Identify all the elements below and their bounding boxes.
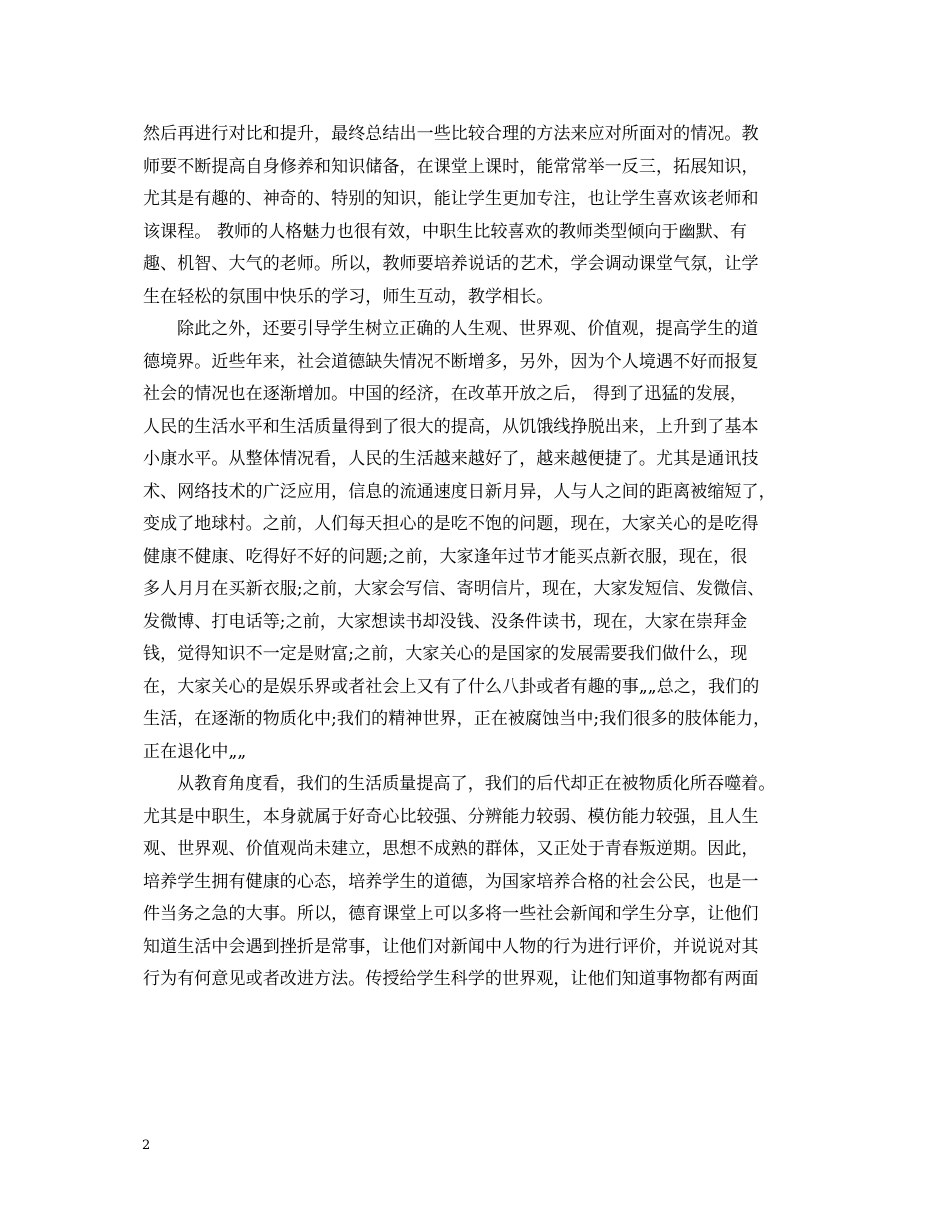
text-line: 术、网络技术的广泛应用，信息的流通速度日新月异，人与人之间的距离被缩短了，: [143, 481, 776, 502]
text-line: 件当务之急的大事。所以，德育课堂上可以多将一些社会新闻和学生分享，让他们: [143, 904, 759, 924]
text-line: 发微博、打电话等;之前，大家想读书却没钱、没条件读书，现在，大家在崇拜金: [143, 611, 748, 632]
text-line: 培养学生拥有健康的心态，培养学生的道德，为国家培养合格的社会公民，也是一: [143, 871, 759, 892]
page-number: 2: [142, 1138, 151, 1153]
text-line: 在，大家关心的是娱乐界或者社会上又有了什么八卦或者有趣的事„„总之，我们的: [143, 676, 760, 697]
text-line: 社会的情况也在逐渐增加。中国的经济，在改革开放之后， 得到了迅猛的发展，: [143, 384, 748, 404]
text-line: 然后再进行对比和提升，最终总结出一些比较合理的方法来应对所面对的情况。教: [143, 124, 759, 144]
text-line: 尤其是有趣的、神奇的、特别的知识，能让学生更加专注，也让学生喜欢该老师和: [143, 189, 759, 209]
text-line: 从教育角度看，我们的生活质量提高了，我们的后代却正在被物质化所吞噬着。: [177, 774, 776, 794]
text-line: 钱，觉得知识不一定是财富;之前，大家关心的是国家的发展需要我们做什么，现: [143, 644, 748, 664]
text-line: 趣、机智、大气的老师。所以，教师要培养说话的艺术，学会调动课堂气氛，让学: [143, 254, 759, 274]
text-line: 健康不健康、吃得好不好的问题;之前，大家逢年过节才能买点新衣服，现在，很: [143, 546, 748, 567]
text-line: 除此之外，还要引导学生树立正确的人生观、世界观、价值观，提高学生的道: [177, 319, 759, 339]
text-line: 生在轻松的氛围中快乐的学习，师生互动，教学相长。: [143, 286, 554, 307]
text-line: 该课程。 教师的人格魅力也很有效，中职生比较喜欢的教师类型倾向于幽默、有: [143, 221, 748, 242]
text-line: 生活，在逐渐的物质化中;我们的精神世界，正在被腐蚀当中;我们很多的肢体能力，: [143, 709, 771, 729]
text-line: 人民的生活水平和生活质量得到了很大的提高，从饥饿线挣脱出来，上升到了基本: [143, 416, 759, 437]
text-line: 多人月月在买新衣服;之前，大家会写信、寄明信片，现在，大家发短信、发微信、: [143, 579, 765, 599]
text-line: 师要不断提高自身修养和知识储备，在课堂上课时，能常常举一反三，拓展知识，: [143, 156, 759, 177]
body-text: [143, 118, 823, 996]
text-line: 德境界。近些年来，社会道德缺失情况不断增多，另外，因为个人境遇不好而报复: [143, 351, 759, 372]
text-line: 知道生活中会遇到挫折是常事，让他们对新闻中人物的行为进行评价，并说说对其: [143, 936, 759, 957]
text-line: 行为有何意见或者改进方法。传授给学生科学的世界观，让他们知道事物都有两面: [143, 969, 759, 989]
text-line: 观、世界观、价值观尚未建立，思想不成熟的群体，又正处于青春叛逆期。因此，: [143, 839, 759, 859]
text-line: 正在退化中„„: [143, 741, 247, 762]
text-line: 变成了地球村。之前，人们每天担心的是吃不饱的问题，现在，大家关心的是吃得: [143, 514, 759, 534]
text-line: 尤其是中职生，本身就属于好奇心比较强、分辨能力较弱、模仿能力较强，且人生: [143, 806, 759, 827]
text-line: 小康水平。从整体情况看，人民的生活越来越好了，越来越便捷了。尤其是通讯技: [143, 449, 759, 469]
